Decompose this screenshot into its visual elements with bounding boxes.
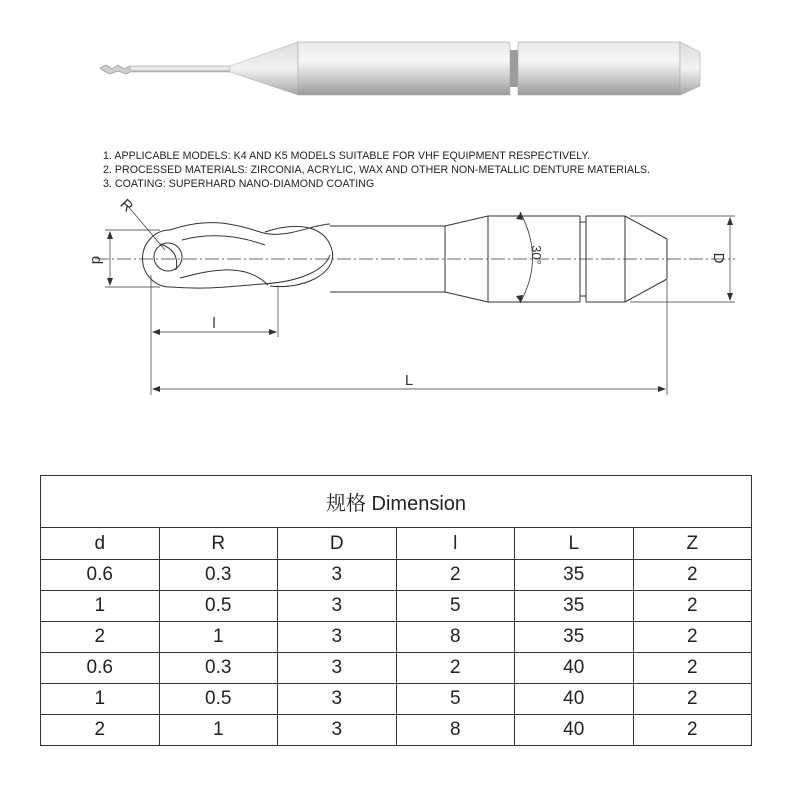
dimension-table xyxy=(40,475,752,746)
label-d: d xyxy=(88,255,105,265)
cell-l: 2 xyxy=(396,560,515,591)
header-L: L xyxy=(515,528,634,560)
cell-d: 0.6 xyxy=(41,653,160,684)
cell-D: 3 xyxy=(278,653,397,684)
cell-Z: 2 xyxy=(633,684,752,715)
cell-d: 1 xyxy=(41,591,160,622)
cell-l: 5 xyxy=(396,591,515,622)
table-row xyxy=(41,560,752,591)
cell-R: 0.5 xyxy=(159,591,278,622)
cell-d: 2 xyxy=(41,715,160,746)
cell-Z: 2 xyxy=(633,560,752,591)
cell-L: 40 xyxy=(515,684,634,715)
label-R: R xyxy=(116,195,137,216)
cell-l: 8 xyxy=(396,715,515,746)
cell-L: 40 xyxy=(515,715,634,746)
cell-D: 3 xyxy=(278,591,397,622)
note-coating: 3. COATING: SUPERHARD NANO-DIAMOND COATING xyxy=(103,178,375,190)
label-angle: 30° xyxy=(529,245,544,265)
cell-Z: 2 xyxy=(633,591,752,622)
cell-l: 8 xyxy=(396,622,515,653)
cell-R: 1 xyxy=(159,622,278,653)
note-processed-materials: 2. PROCESSED MATERIALS: ZIRCONIA, ACRYLIC, WAX AND OTHER NON-METALLIC DENTURE MATERIALS. xyxy=(103,164,651,176)
label-l: l xyxy=(212,315,216,332)
cell-l: 2 xyxy=(396,653,515,684)
cell-Z: 2 xyxy=(633,622,752,653)
cell-Z: 2 xyxy=(633,715,752,746)
label-L: L xyxy=(404,372,414,389)
cell-D: 3 xyxy=(278,684,397,715)
cell-d: 2 xyxy=(41,622,160,653)
table-row xyxy=(41,715,752,746)
table-title: 规格 Dimension xyxy=(41,476,752,528)
cell-D: 3 xyxy=(278,715,397,746)
header-Z: Z xyxy=(633,528,752,560)
cell-L: 40 xyxy=(515,653,634,684)
header-l: l xyxy=(396,528,515,560)
table-row xyxy=(41,591,752,622)
cell-L: 35 xyxy=(515,622,634,653)
cell-Z: 2 xyxy=(633,653,752,684)
header-d: d xyxy=(41,528,160,560)
table-header-row xyxy=(41,528,752,560)
cell-R: 0.5 xyxy=(159,684,278,715)
cell-d: 1 xyxy=(41,684,160,715)
table-row xyxy=(41,622,752,653)
cell-R: 0.3 xyxy=(159,653,278,684)
table-row xyxy=(41,684,752,715)
cell-R: 1 xyxy=(159,715,278,746)
cell-D: 3 xyxy=(278,560,397,591)
cell-d: 0.6 xyxy=(41,560,160,591)
note-applicable-models: 1. APPLICABLE MODELS: K4 AND K5 MODELS SUITABLE FOR VHF EQUIPMENT RESPECTIVELY. xyxy=(103,150,591,162)
header-D: D xyxy=(278,528,397,560)
cell-D: 3 xyxy=(278,622,397,653)
cell-L: 35 xyxy=(515,591,634,622)
cell-R: 0.3 xyxy=(159,560,278,591)
table-row xyxy=(41,653,752,684)
label-D: D xyxy=(710,252,727,264)
cell-L: 35 xyxy=(515,560,634,591)
header-R: R xyxy=(159,528,278,560)
cell-l: 5 xyxy=(396,684,515,715)
